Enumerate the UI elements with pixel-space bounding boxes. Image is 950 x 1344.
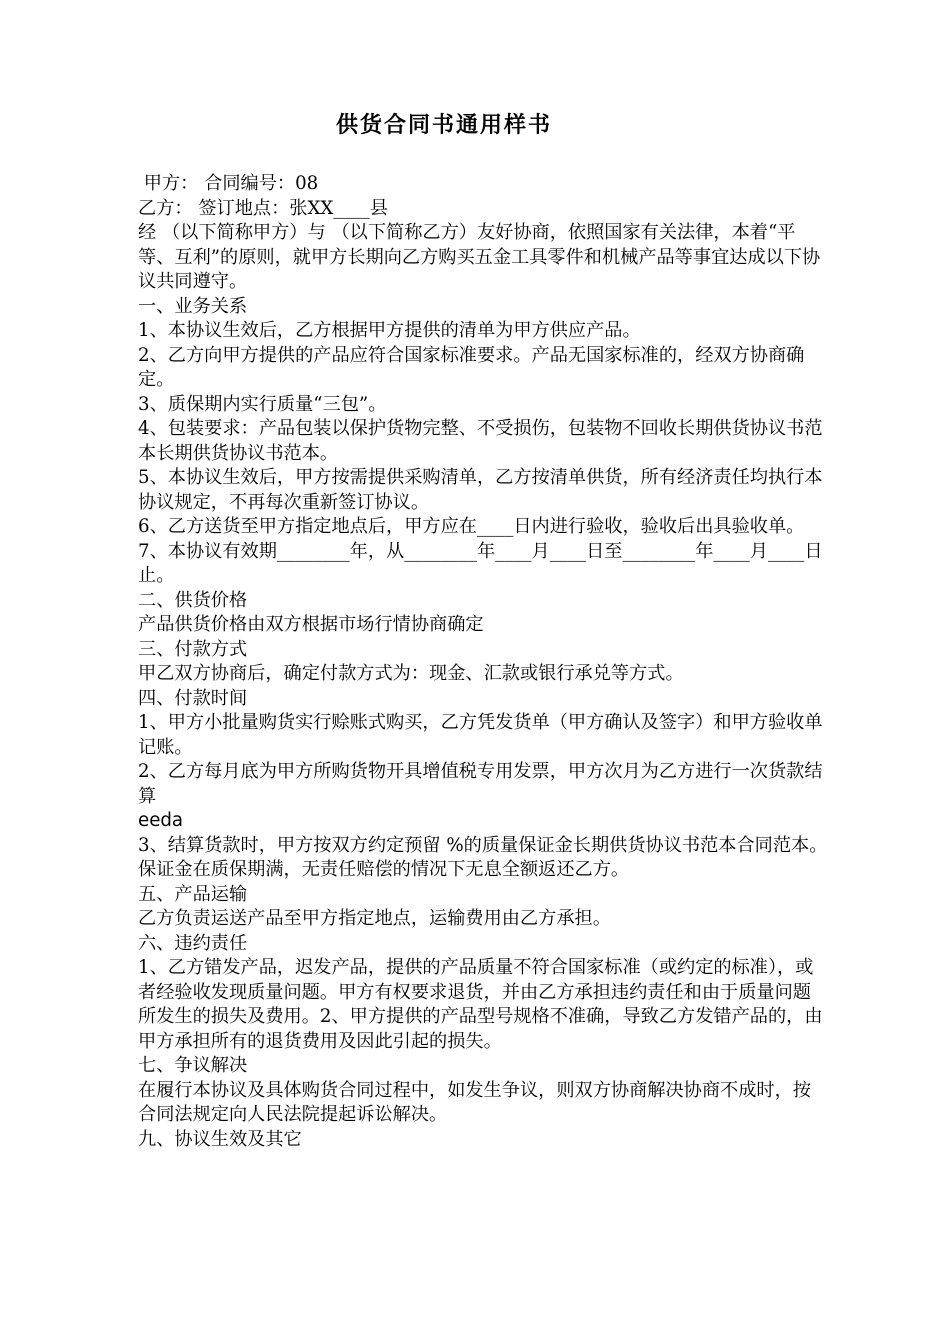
clause-2-text: 产品供货价格由双方根据市场行情协商确定 [138,614,484,635]
section-heading-supply-price: 二、供货价格 [138,589,248,611]
clause-4-1: 1、甲方小批量购货实行赊账式购买，乙方凭发货单（甲方确认及签字）和甲方验收单记账。 [138,712,823,758]
section-heading-payment-time: 四、付款时间 [138,687,248,709]
clause-1-2: 2、乙方向甲方提供的产品应符合国家标准要求。产品无国家标准的，经双方协商确定。 [138,344,805,390]
preamble-paragraph: 经 （以下简称甲方）与 （以下简称乙方）友好协商，依照国家有关法律，本着“平等、互利”的原则，就甲方长期向乙方购买五金工具零件和机械产品等事宜达成以下协议共同遵守。 [138,222,821,292]
clause-1-4: 4、包装要求：产品包装以保护货物完整、不受损伤，包装物不回收长期供货协议书范本长期供货协议书范本。 [138,418,823,464]
clause-4-2: 2、乙方每月底为甲方所购货物开具增值税专用发票，甲方次月为乙方进行一次货款结算 [138,761,823,807]
section-heading-effect-other: 九、协议生效及其它 [138,1128,302,1150]
section-heading-dispute: 七、争议解决 [138,1055,248,1076]
document-body [138,172,828,1152]
section-heading-transport: 五、产品运输 [138,883,248,905]
party-b-signing-place: 乙方： 签订地点：张XX____县 [138,197,388,219]
clause-4-3: 3、结算货款时，甲方按双方约定预留 %的质量保证金长期供货协议书范本合同范本。保证金在质保期满，无责任赔偿的情况下无息全额返还乙方。 [138,834,828,880]
clause-1-3: 3、质保期内实行质量“三包”。 [138,393,387,415]
party-a-contract-number: 甲方： 合同编号：08 [138,173,319,194]
document-title: 供货合同书通用样书 [335,112,552,138]
clause-7-text: 在履行本协议及具体购货合同过程中，如发生争议，则双方协商解决协商不成时，按合同法规定向人民法院提起诉讼解决。 [138,1079,811,1125]
clause-3-text: 甲乙双方协商后，确定付款方式为：现金、汇款或银行承兑等方式。 [138,663,684,684]
clause-1-1: 1、本协议生效后，乙方根据甲方提供的清单为甲方供应产品。 [138,320,641,341]
clause-6-text: 1、乙方错发产品，迟发产品，提供的产品质量不符合国家标准（或约定的标准），或者经验收发现质量问题。甲方有权要求退货，并由乙方承担违约责任和由于质量问题所发生的损失及费用。2、甲方提供的产品型号规格不准确，导致乙方发错产品的，由甲方承担所有的退货费用及因此引起的损失。 [138,957,823,1052]
section-heading-liability: 六、违约责任 [138,932,248,954]
clause-1-5: 5、本协议生效后，甲方按需提供采购清单，乙方按清单供货，所有经济责任均执行本协议规定，不再每次重新签订协议。 [138,467,823,513]
section-heading-business-relation: 一、业务关系 [138,295,248,317]
section-heading-payment-method: 三、付款方式 [138,638,248,660]
clause-1-7: 7、本协议有效期________年，从________年____月____日至________年____月____日止。 [138,540,823,586]
stray-text-eeda: eeda [138,810,184,831]
clause-1-6: 6、乙方送货至甲方指定地点后，甲方应在____日内进行验收，验收后出具验收单。 [138,516,805,537]
clause-5-text: 乙方负责运送产品至甲方指定地点，运输费用由乙方承担。 [138,908,611,929]
